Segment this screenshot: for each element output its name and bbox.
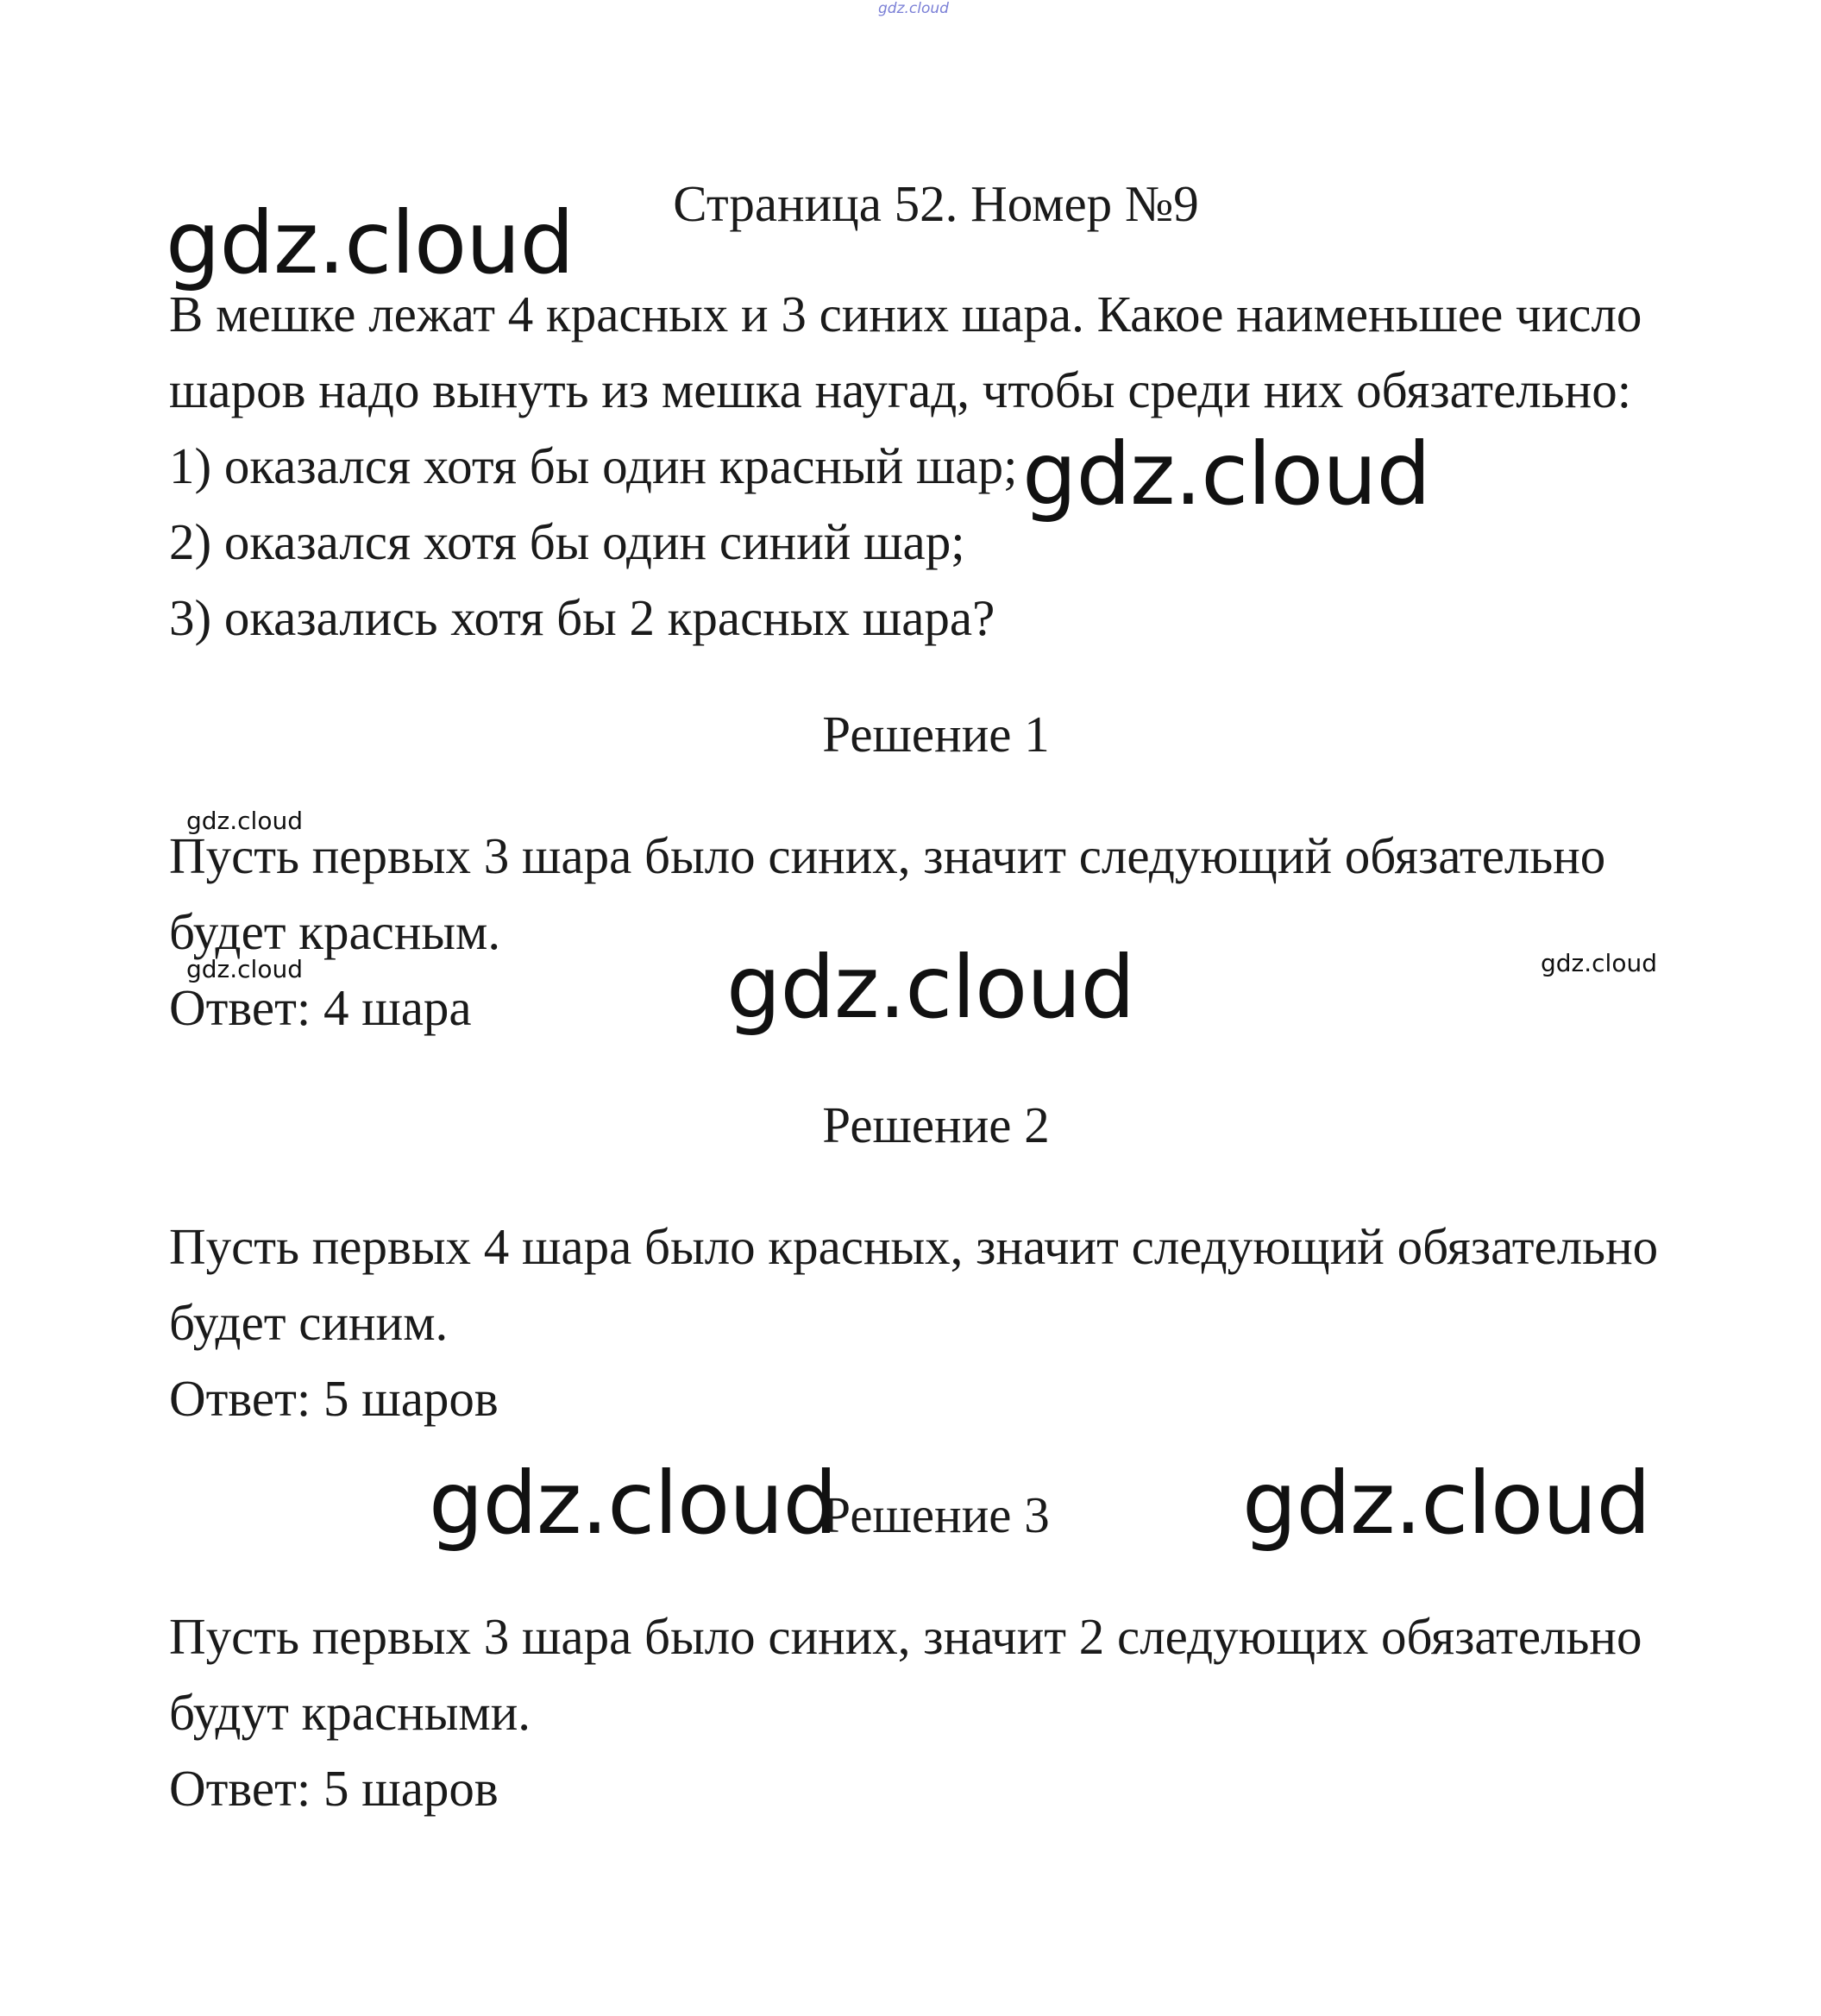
solution-1-line-2: будет красным.: [169, 903, 501, 960]
top-watermark: gdz.cloud: [878, 0, 949, 17]
solution-2-line-1: Пусть первых 4 шара было красных, значит следующий обязательно: [169, 1218, 1659, 1275]
solution-2-heading: Решение 2: [822, 1096, 1050, 1153]
problem-line-5: 3) оказались хотя бы 2 красных шара?: [169, 589, 995, 646]
problem-line-1: В мешке лежат 4 красных и 3 синих шара. Какое наименьшее число: [169, 286, 1642, 342]
solution-1-line-1: Пусть первых 3 шара было синих, значит следующий обязательно: [169, 827, 1606, 884]
problem-line-4: 2) оказался хотя бы один синий шар;: [169, 513, 965, 570]
watermark-logo: gdz.cloud: [1022, 424, 1431, 524]
watermark-logo-small: gdz.cloud: [186, 955, 303, 983]
problem-line-3: 1) оказался хотя бы один красный шар;: [169, 437, 1018, 494]
solution-3-line-1: Пусть первых 3 шара было синих, значит 2 следующих обязательно: [169, 1608, 1642, 1665]
watermark-logo: gdz.cloud: [429, 1453, 838, 1554]
solution-2-line-2: будет синим.: [169, 1294, 449, 1351]
solution-3-answer: Ответ: 5 шаров: [169, 1760, 499, 1817]
page-title: Страница 52. Номер №9: [673, 175, 1199, 232]
watermark-logo-small: gdz.cloud: [1541, 949, 1657, 977]
watermark-logo: gdz.cloud: [166, 192, 575, 293]
solution-2-answer: Ответ: 5 шаров: [169, 1370, 499, 1427]
problem-line-2: шаров надо вынуть из мешка наугад, чтобы среди них обязательно:: [169, 361, 1632, 418]
solution-1-answer: Ответ: 4 шара: [169, 979, 472, 1036]
solution-3-heading: Решение 3: [822, 1486, 1050, 1543]
watermark-logo: gdz.cloud: [726, 937, 1135, 1038]
solution-3-line-2: будут красными.: [169, 1684, 531, 1741]
solution-1-heading: Решение 1: [822, 706, 1050, 763]
watermark-logo: gdz.cloud: [1242, 1453, 1651, 1554]
watermark-logo-small: gdz.cloud: [186, 807, 303, 835]
